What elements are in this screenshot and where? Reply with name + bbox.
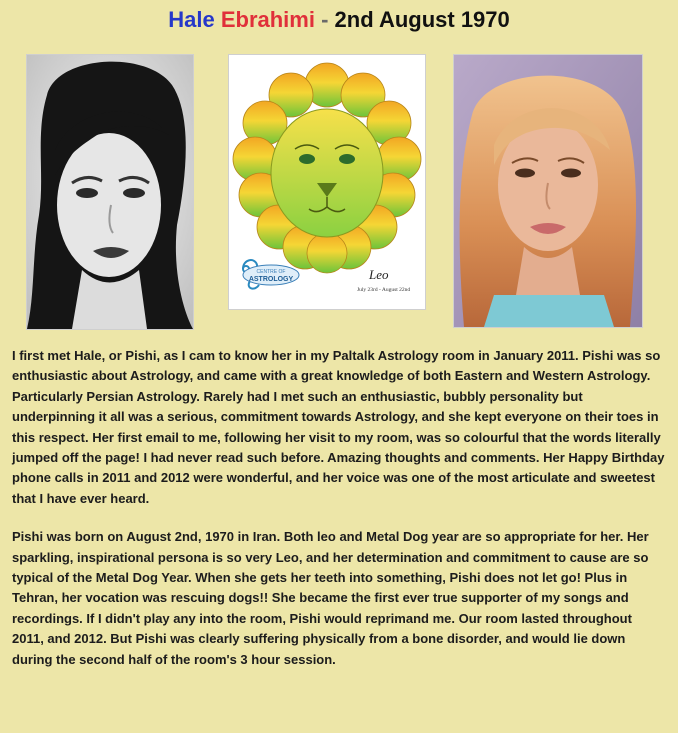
article-paragraph: I first met Hale, or Pishi, as I cam to know her in my Paltalk Astrology room in January 2011. Pishi was so enthusiastic about Astrology, and came with a great knowledge of both Eastern and Western Astrology. Particularly Persian Astrology. Rarely had I met such an enthusiastic, bubbly personality but underpinning it all was a serious, commitment towards Astrology, and she kept everyone on their toes in this respect. Her first email to me, following her visit to my room, was so colourful that the words literally jumped off the page! I had never read such before. Amazing thoughts and comments. Her Happy Birthday phone calls in 2011 and 2012 were wonderful, and her voice was one of the most articulate and sweetest that I have ever heard. — [12, 348, 665, 506]
title-separator: - — [314, 7, 335, 32]
portrait-photo-color — [453, 54, 643, 328]
leo-sign-label: Leo — [369, 267, 389, 282]
logo-line2: ASTROLOGY — [248, 276, 294, 283]
article-paragraph: Pishi was born on August 2nd, 1970 in Iran. Both leo and Metal Dog year are so appropriate for her. Her sparkling, inspirational persona is so very Leo, and her determination and commitment to cause are so typical of the Metal Dog Year. When she gets her teeth into something, Pishi does not let go! Plus in Tehran, her vocation was rescuing dogs!! She became the first ever true supporter of my songs and recordings. If I didn't play any into the room, Pishi would reprimand me. Our room lasted throughout 2011, and 2012. But Pishi was clearly suffering physically from a bone disorder, and would lie down during the second half of the room's 3 hour session. — [12, 529, 649, 667]
title-last-name: Ebrahimi — [220, 7, 315, 32]
portrait-photo-bw — [26, 54, 194, 330]
logo-line1: CENTRE OF — [256, 269, 286, 275]
leo-dates-label: July 23rd - August 22nd — [357, 287, 411, 293]
leo-lion-illustration — [228, 54, 426, 310]
title-date: 2nd August 1970 — [334, 7, 510, 32]
title-first-name: Hale — [168, 7, 215, 32]
page-title — [0, 6, 678, 34]
article-body — [12, 346, 666, 688]
